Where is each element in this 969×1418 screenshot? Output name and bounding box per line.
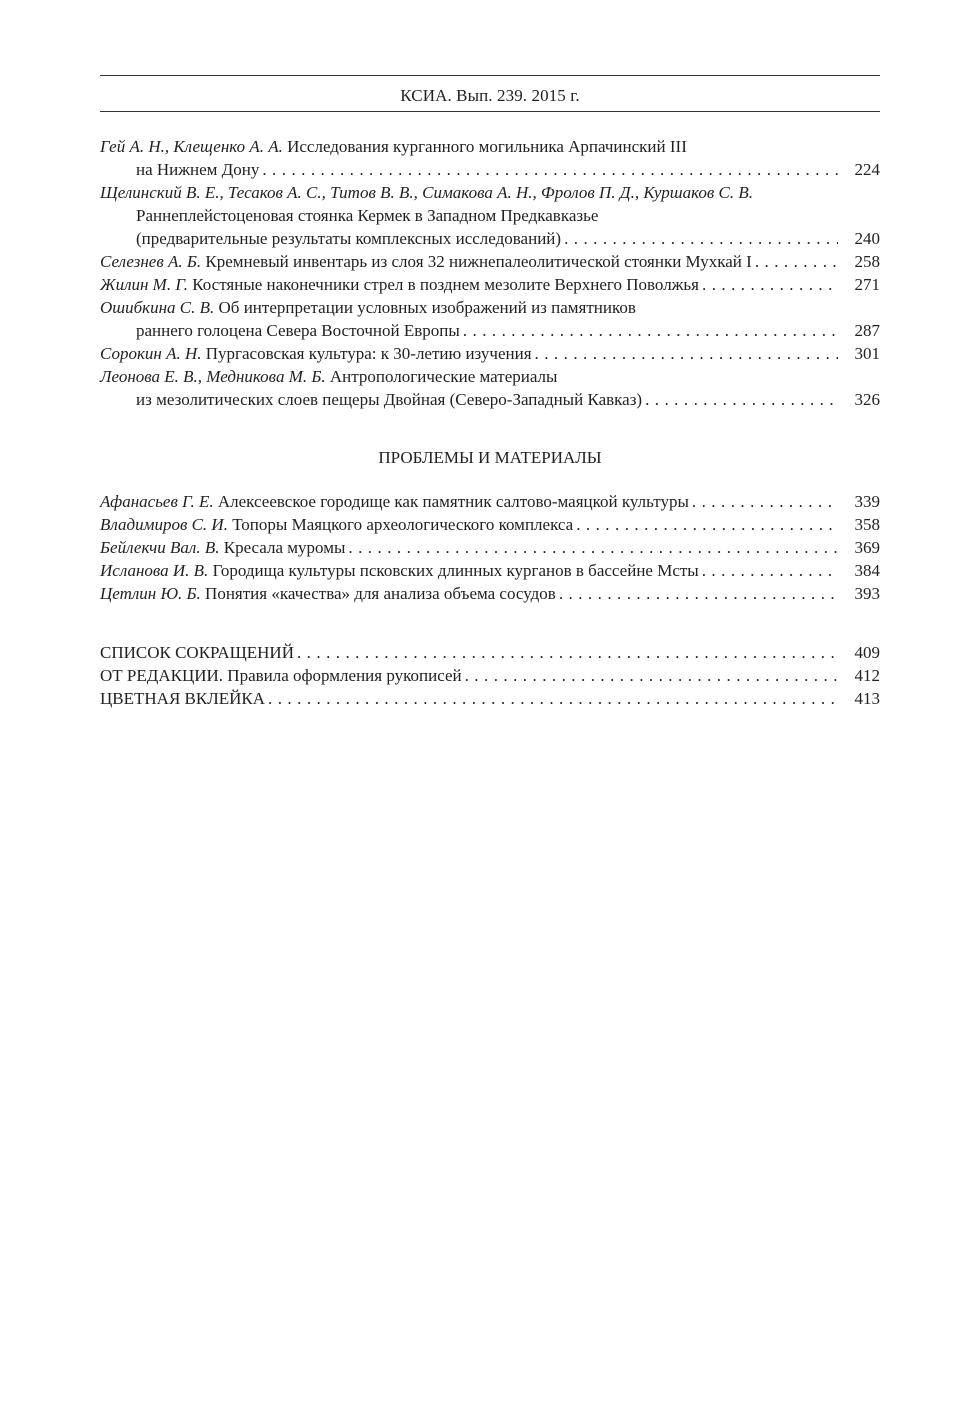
toc-entry-title: Раннеплейстоценовая стоянка Кермек в Западном Предкавказье	[136, 206, 599, 225]
toc-entry-title: Об интерпретации условных изображений из памятников	[218, 298, 636, 317]
toc-entry-page: 224	[854, 160, 880, 179]
toc-entry-authors: Селезнев А. Б.	[100, 252, 202, 271]
dot-leader	[297, 641, 838, 664]
toc-entry-authors: Владимиров С. И.	[100, 515, 228, 534]
table-of-contents-back-matter	[100, 641, 880, 710]
toc-entry-title: Антропологические материалы	[329, 367, 558, 386]
toc-entry-authors: Леонова Е. В., Медникова М. Б.	[100, 367, 326, 386]
dot-leader	[348, 536, 838, 559]
toc-entry-title: (предварительные результаты комплексных исследований)	[136, 229, 562, 248]
toc-entry-line	[100, 536, 880, 559]
toc-entry-title: на Нижнем Дону	[136, 160, 260, 179]
dot-leader	[268, 687, 838, 710]
toc-entry-page: 412	[854, 666, 880, 685]
toc-entry-line	[100, 664, 880, 687]
toc-entry-page: 358	[854, 515, 880, 534]
toc-entry-page: 271	[854, 275, 880, 294]
toc-entry-title: ОТ РЕДАКЦИИ. Правила оформления рукописей	[100, 666, 462, 685]
toc-entry[interactable]	[100, 536, 880, 559]
document-page	[100, 75, 880, 710]
toc-entry-title: раннего голоцена Севера Восточной Европы	[136, 321, 460, 340]
toc-entry[interactable]	[100, 490, 880, 513]
toc-entry[interactable]	[100, 687, 880, 710]
toc-entry-line	[100, 250, 880, 273]
toc-entry[interactable]	[100, 559, 880, 582]
toc-entry-line	[100, 273, 880, 296]
toc-entry-title: Пургасовская культура: к 30-летию изучения	[205, 344, 532, 363]
toc-entry[interactable]	[100, 296, 880, 342]
toc-entry-line	[100, 342, 880, 365]
toc-entry[interactable]	[100, 641, 880, 664]
toc-entry-title: Городища культуры псковских длинных курганов в бассейне Мсты	[212, 561, 699, 580]
toc-entry-title: из мезолитических слоев пещеры Двойная (Северо-Западный Кавказ)	[136, 390, 643, 409]
toc-entry[interactable]	[100, 342, 880, 365]
toc-entry-line	[100, 181, 880, 204]
toc-entry-line	[100, 319, 880, 342]
toc-entry-line	[100, 687, 880, 710]
dot-leader	[465, 664, 838, 687]
toc-entry-line	[100, 513, 880, 536]
dot-leader	[702, 273, 838, 296]
toc-entry-line	[100, 204, 880, 227]
toc-entry-page: 409	[854, 643, 880, 662]
dot-leader	[702, 559, 838, 582]
toc-entry[interactable]	[100, 664, 880, 687]
toc-entry[interactable]	[100, 365, 880, 411]
toc-entry-page: 384	[854, 561, 880, 580]
toc-entry-authors: Щелинский В. Е., Тесаков А. С., Титов В. В., Симакова А. Н., Фролов П. Д., Куршаков С. В.	[100, 183, 753, 202]
toc-entry-page: 339	[854, 492, 880, 511]
dot-leader	[535, 342, 838, 365]
toc-entry-authors: Сорокин А. Н.	[100, 344, 202, 363]
dot-leader	[692, 490, 838, 513]
toc-entry-authors: Жилин М. Г.	[100, 275, 188, 294]
toc-entry-title: ЦВЕТНАЯ ВКЛЕЙКА	[100, 689, 266, 708]
toc-entry-page: 369	[854, 538, 880, 557]
toc-entry-page: 326	[854, 390, 880, 409]
toc-entry-title: Понятия «качества» для анализа объема сосудов	[205, 584, 556, 603]
toc-entry[interactable]	[100, 181, 880, 250]
dot-leader	[559, 582, 838, 605]
toc-entry-title: Алексеевское городище как памятник салтово-маяцкой культуры	[217, 492, 689, 511]
table-of-contents	[100, 135, 880, 411]
toc-entry-authors: Ошибкина С. В.	[100, 298, 215, 317]
toc-entry-authors: Исланова И. В.	[100, 561, 209, 580]
header-rule-bottom	[100, 111, 880, 112]
toc-entry-line	[100, 135, 880, 158]
toc-entry-title: СПИСОК СОКРАЩЕНИЙ	[100, 643, 294, 662]
toc-entry-title: Кресала муромы	[223, 538, 346, 557]
toc-entry-title: Кремневый инвентарь из слоя 32 нижнепалеолитической стоянки Мухкай I	[205, 252, 752, 271]
toc-entry-title: Топоры Маяцкого археологического комплекса	[232, 515, 574, 534]
toc-entry-page: 301	[854, 344, 880, 363]
dot-leader	[262, 158, 838, 181]
toc-entry-line	[100, 158, 880, 181]
toc-entry-page: 393	[854, 584, 880, 603]
dot-leader	[755, 250, 838, 273]
toc-entry[interactable]	[100, 273, 880, 296]
toc-entry-line	[100, 365, 880, 388]
toc-entry-line	[100, 559, 880, 582]
toc-entry-page: 413	[854, 689, 880, 708]
dot-leader	[645, 388, 838, 411]
toc-entry-authors: Цетлин Ю. Б.	[100, 584, 201, 603]
toc-entry[interactable]	[100, 513, 880, 536]
toc-entry[interactable]	[100, 135, 880, 181]
toc-entry-line	[100, 490, 880, 513]
toc-entry-page: 287	[854, 321, 880, 340]
section-title: ПРОБЛЕМЫ И МАТЕРИАЛЫ	[378, 448, 602, 467]
toc-entry[interactable]	[100, 582, 880, 605]
toc-entry-line	[100, 388, 880, 411]
toc-entry-authors: Гей А. Н., Клещенко А. А.	[100, 137, 283, 156]
toc-entry-line	[100, 296, 880, 319]
toc-entry-title: Исследования курганного могильника Арпачинский III	[287, 137, 687, 156]
toc-entry-title: Костяные наконечники стрел в позднем мезолите Верхнего Поволжья	[192, 275, 699, 294]
dot-leader	[564, 227, 838, 250]
toc-entry-authors: Афанасьев Г. Е.	[100, 492, 214, 511]
dot-leader	[576, 513, 838, 536]
dot-leader	[463, 319, 838, 342]
running-title: КСИА. Вып. 239. 2015 г.	[400, 86, 580, 105]
toc-entry[interactable]	[100, 250, 880, 273]
toc-entry-line	[100, 582, 880, 605]
toc-entry-line	[100, 227, 880, 250]
table-of-contents-problems	[100, 490, 880, 605]
toc-entry-authors: Бейлекчи Вал. В.	[100, 538, 220, 557]
toc-entry-page: 240	[854, 229, 880, 248]
toc-entry-page: 258	[854, 252, 880, 271]
toc-entry-line	[100, 641, 880, 664]
